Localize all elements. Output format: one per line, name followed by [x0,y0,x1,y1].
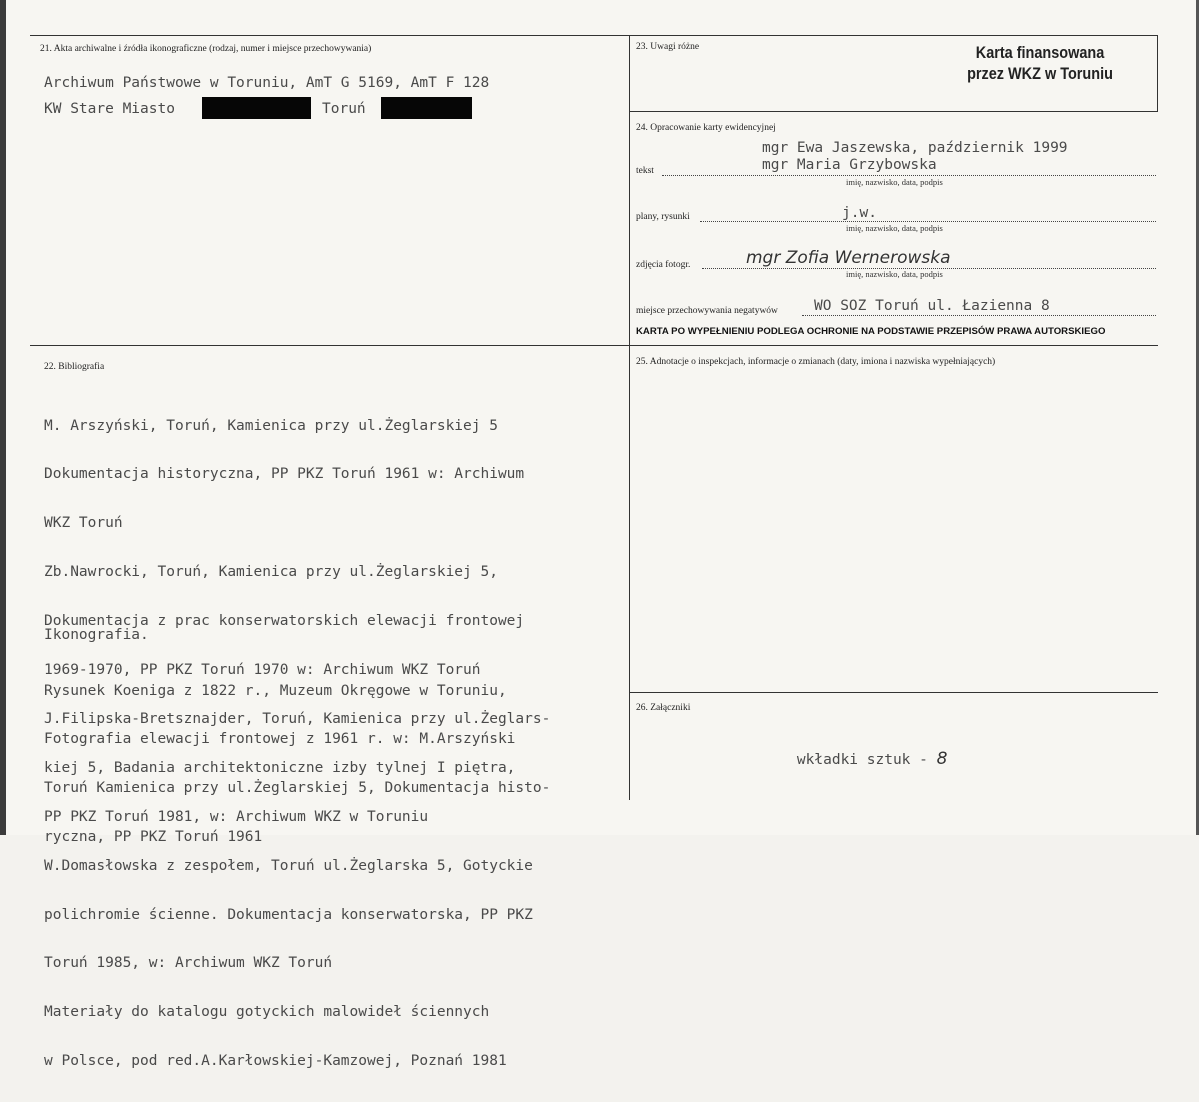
icono-line: Rysunek Koeniga z 1822 r., Muzeum Okręgowe w Toruniu, [44,682,507,699]
zdjecia-value: mgr Zofia Wernerowska [746,248,951,268]
divider-25-26 [629,692,1158,693]
icono-line: Fotografia elewacji frontowej z 1961 r. w: M.Arszyński [44,731,516,748]
attachments-count: 8 [936,749,948,770]
right-divider-23 [1157,36,1158,111]
icono-line: Toruń Kamienica przy ul.Żeglarskiej 5, Dokumentacja histo- [44,780,551,797]
bib-line: M. Arszyński, Toruń, Kamienica przy ul.Żeglarskiej 5 [44,417,498,434]
iconography-title: Ikonografia. [44,627,149,643]
tekst-dotted-line [662,175,1156,176]
section-26-label: 26. Załączniki [636,703,691,713]
zdjecia-label: zdjęcia fotogr. [636,260,691,270]
section-22-label: 22. Bibliografia [44,362,105,372]
miejsce-label: miejsce przechowywania negatywów [636,306,778,316]
icono-line: ryczna, PP PKZ Toruń 1961 [44,829,263,846]
section-24-label: 24. Opracowanie karty ewidencyjnej [636,123,776,133]
top-border [30,35,1158,36]
miejsce-value: WO SOZ Toruń ul. Łazienna 8 [814,298,1050,314]
redaction-block-1 [202,97,311,119]
tekst-caption: imię, nazwisko, data, podpis [846,177,943,187]
bib-line: WKZ Toruń [44,515,123,532]
bib-line: J.Filipska-Bretsznajder, Toruń, Kamienica przy ul.Żeglars- [44,710,551,727]
plany-label: plany, rysunki [636,212,690,222]
bib-line: W.Domasłowska z zespołem, Toruń ul.Żeglarska 5, Gotyckie [44,857,533,874]
plany-caption: imię, nazwisko, data, podpis [846,223,943,233]
bib-line: 1969-1970, PP PKZ Toruń 1970 w: Archiwum WKZ Toruń [44,662,481,679]
archive-line-2a: KW Stare Miasto [44,101,175,117]
vertical-divider [629,36,630,800]
redaction-block-2 [381,97,472,119]
card-left-edge [0,0,6,835]
bib-line: Toruń 1985, w: Archiwum WKZ Toruń [44,955,333,972]
attachments-value [762,735,947,785]
plany-value: j.w. [842,205,877,221]
iconography-list [44,650,550,878]
copyright-notice: KARTA PO WYPEŁNIENIU PODLEGA OCHRONIE NA PODSTAWIE PRZEPISÓW PRAWA AUTORSKIEGO [636,326,1106,337]
section-25-label: 25. Adnotacje o inspekcjach, informacje o zmianach (daty, imiona i nazwiska wypełniających) [636,357,996,367]
tekst-value-1: mgr Ewa Jaszewska, październik 1999 [762,140,1068,156]
bib-line: PP PKZ Toruń 1981, w: Archiwum WKZ w Toruniu [44,808,429,825]
stamp-line-1: Karta finansowana [975,43,1105,62]
bib-line: polichromie ścienne. Dokumentacja konserwatorska, PP PKZ [44,906,533,923]
tekst-value-2: mgr Maria Grzybowska [762,157,937,173]
bib-line: Materiały do katalogu gotyckich malowideł ściennych [44,1004,490,1021]
bib-line: Zb.Nawrocki, Toruń, Kamienica przy ul.Żeglarskiej 5, [44,564,498,581]
stamp-line-2: przez WKZ w Toruniu [967,64,1113,83]
bib-line: Dokumentacja z prac konserwatorskich elewacji frontowej [44,613,525,630]
miejsce-dotted-line [802,315,1156,316]
bib-line: kiej 5, Badania architektoniczne izby tylnej I piętra, [44,759,516,776]
tekst-label: tekst [636,166,654,176]
plany-dotted-line [700,221,1156,222]
section-23-label: 23. Uwagi różne [636,42,700,52]
bib-line: Dokumentacja historyczna, PP PKZ Toruń 1961 w: Archiwum [44,466,525,483]
bib-line: w Polsce, pod red.A.Karłowskiej-Kamzowej, Poznań 1981 [44,1053,507,1070]
financing-stamp [942,42,1138,84]
horizontal-divider-mid [30,345,1158,346]
attachments-text: wkładki sztuk - [796,752,937,769]
divider-23-24 [629,111,1158,112]
archive-line-1: Archiwum Państwowe w Toruniu, AmT G 5169, AmT F 128 [44,75,490,91]
section-21-label: 21. Akta archiwalne i źródła ikonograficzne (rodzaj, numer i miejsce przechowywania) [40,44,372,54]
archive-line-2b: Toruń [322,101,366,117]
zdjecia-caption: imię, nazwisko, data, podpis [846,269,943,279]
